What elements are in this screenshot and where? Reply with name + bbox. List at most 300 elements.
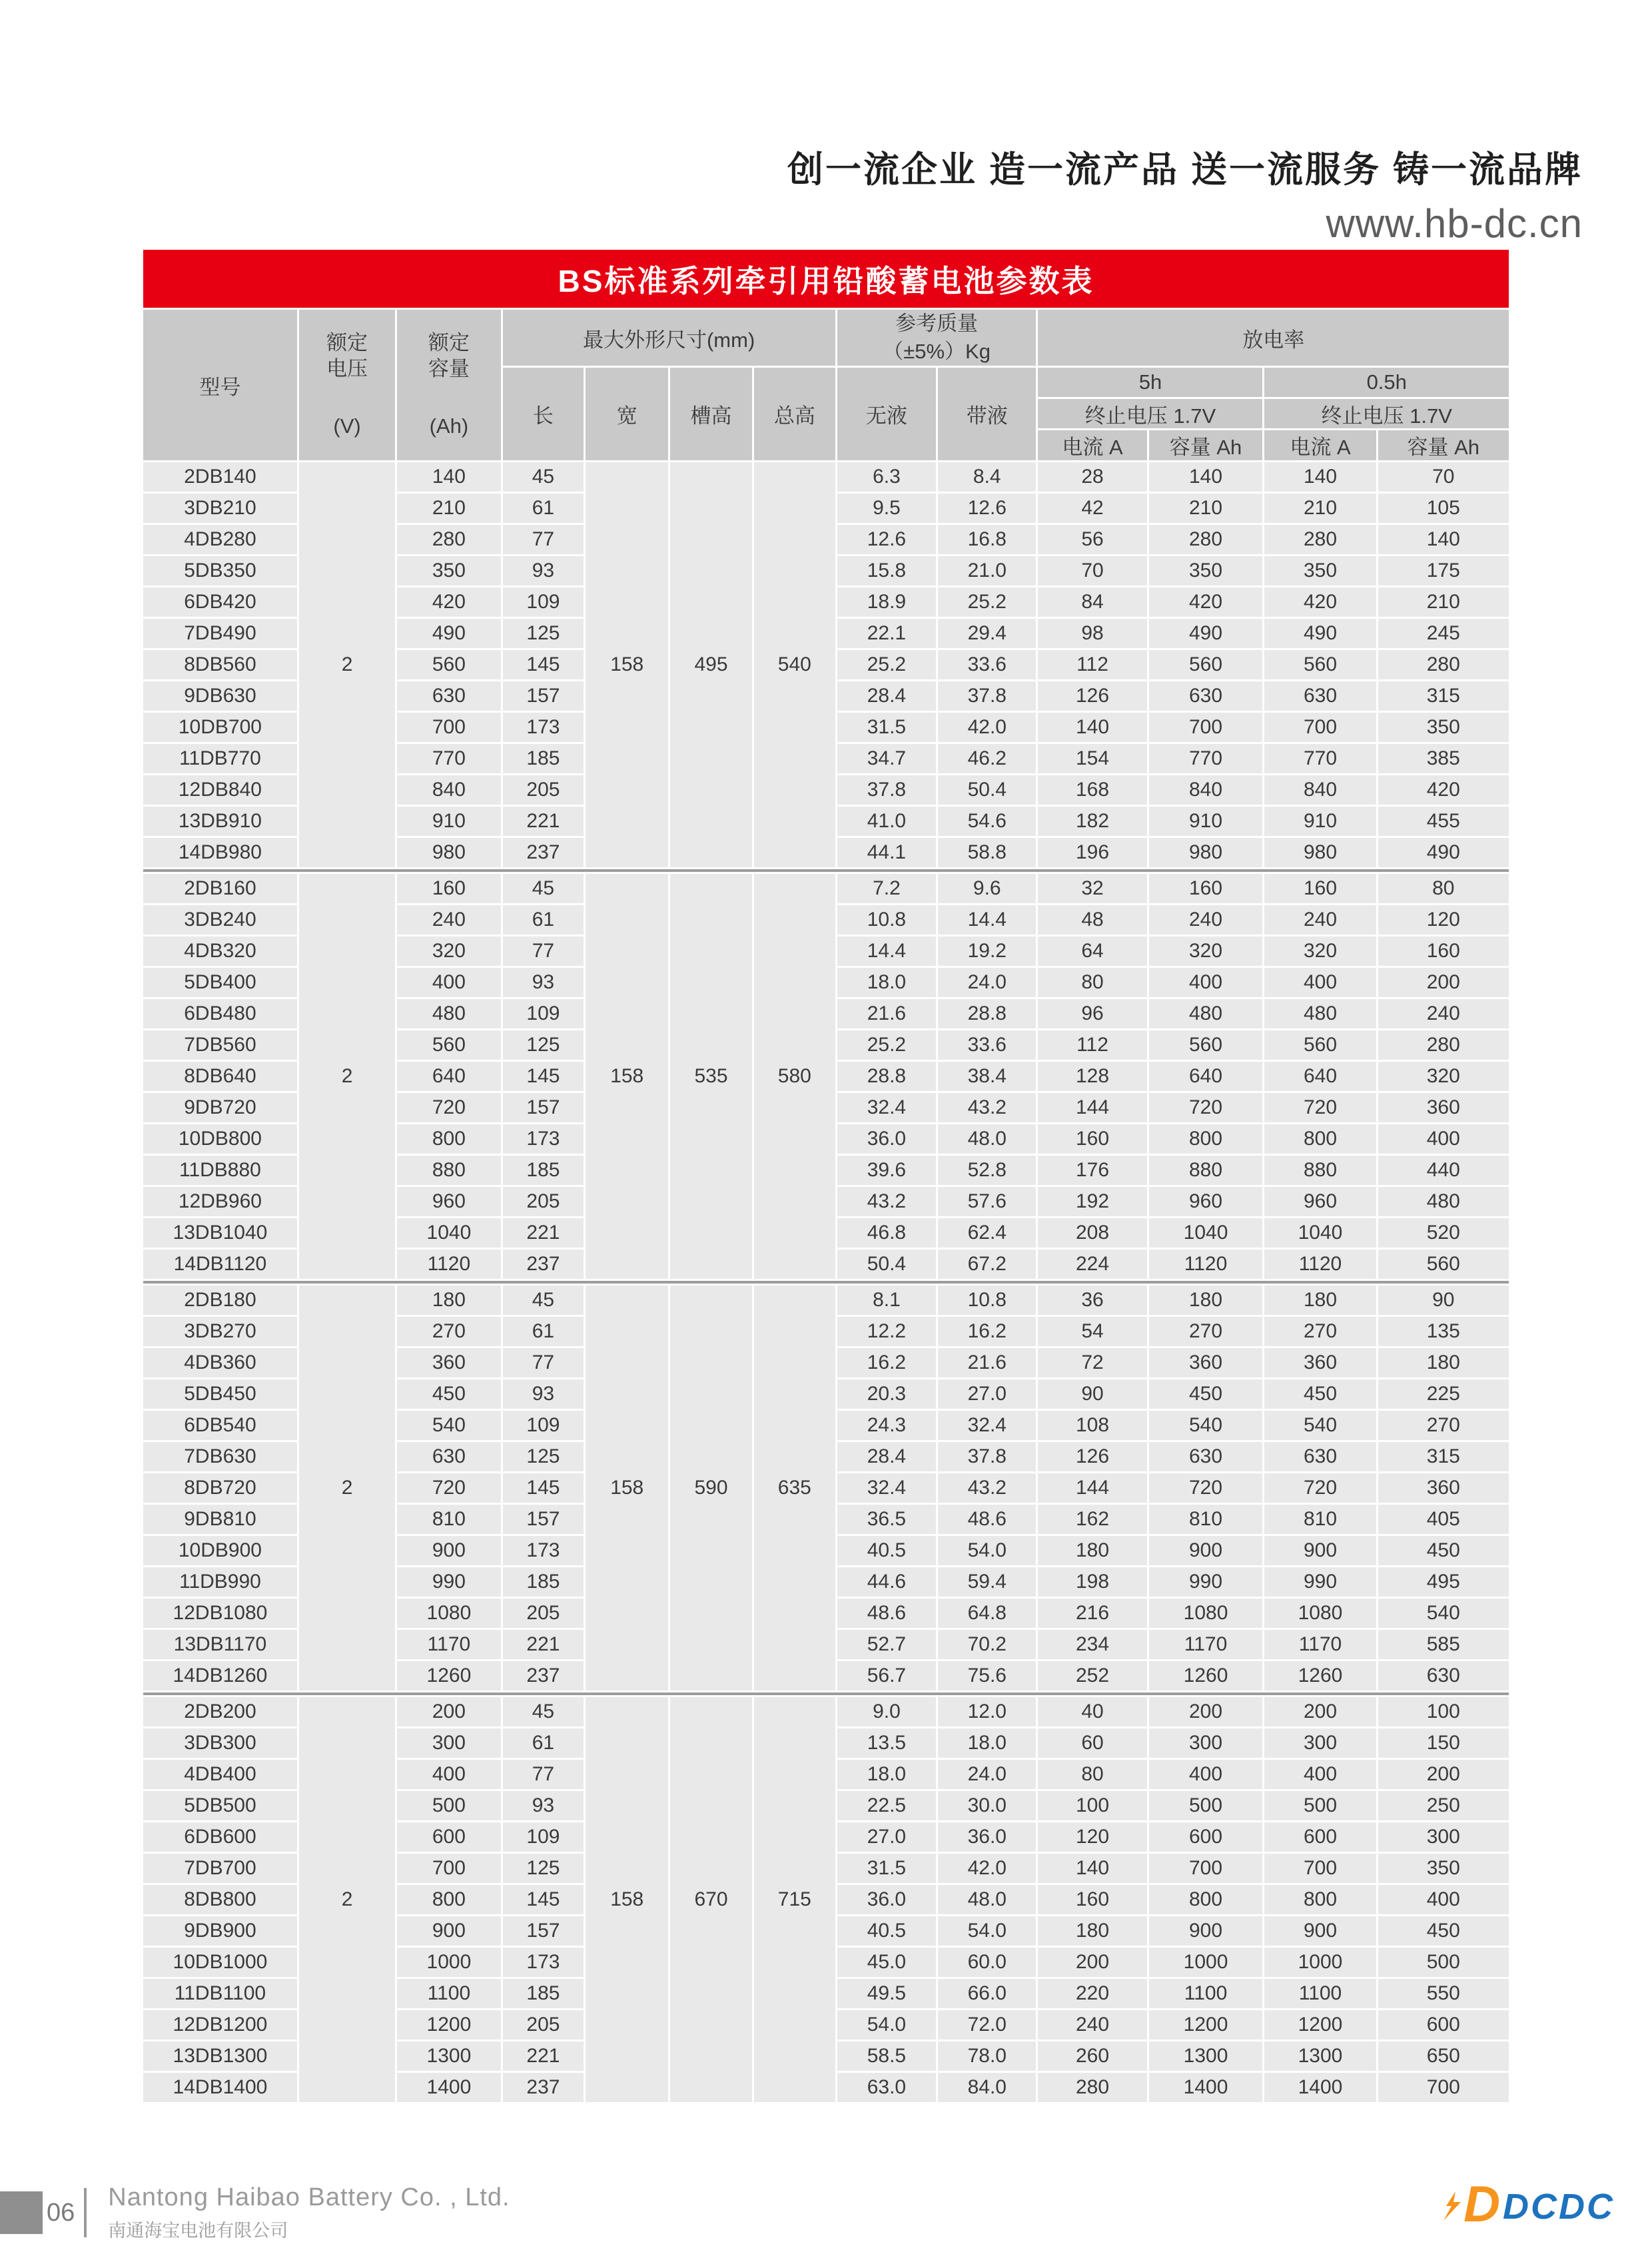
capacity-cell: 500 [397,1791,500,1820]
weight-dry-cell: 12.2 [837,1317,936,1346]
current-0-5h-cell: 270 [1264,1317,1376,1346]
length-cell: 125 [503,1854,584,1883]
length-cell: 125 [503,1030,584,1060]
current-5h-cell: 108 [1038,1411,1146,1440]
current-5h-cell: 126 [1038,681,1146,711]
capacity-0-5h-cell: 200 [1378,968,1509,997]
current-5h-cell: 154 [1038,744,1146,773]
rated-voltage-cell: 2 [299,1286,395,1690]
capacity-5h-cell: 840 [1149,775,1263,805]
capacity-0-5h-cell: 600 [1378,2010,1509,2040]
weight-dry-cell: 31.5 [837,1854,936,1883]
model-cell: 8DB800 [143,1885,297,1914]
total-height-cell: 580 [754,874,835,1279]
length-cell: 185 [503,1979,584,2008]
weight-dry-cell: 36.5 [837,1505,936,1534]
weight-dry-cell: 32.4 [837,1473,936,1503]
header-with-electrolyte: 带液 [938,368,1036,460]
battery-spec-table [143,250,1509,2102]
model-cell: 12DB1080 [143,1599,297,1628]
current-5h-cell: 234 [1038,1630,1146,1659]
length-cell: 185 [503,1567,584,1597]
model-cell: 2DB200 [143,1697,297,1726]
capacity-5h-cell: 800 [1149,1885,1263,1914]
capacity-5h-cell: 320 [1149,936,1263,966]
capacity-5h-cell: 770 [1149,744,1263,773]
model-cell: 11DB770 [143,744,297,773]
model-cell: 3DB300 [143,1728,297,1758]
current-5h-cell: 192 [1038,1187,1146,1216]
capacity-0-5h-cell: 360 [1378,1473,1509,1503]
current-5h-cell: 126 [1038,1442,1146,1471]
capacity-0-5h-cell: 180 [1378,1348,1509,1377]
current-5h-cell: 112 [1038,1030,1146,1060]
capacity-0-5h-cell: 120 [1378,905,1509,934]
capacity-cell: 770 [397,744,500,773]
capacity-0-5h-cell: 420 [1378,775,1509,805]
weight-dry-cell: 18.0 [837,1760,936,1789]
capacity-cell: 800 [397,1124,500,1154]
capacity-0-5h-cell: 270 [1378,1411,1509,1440]
current-0-5h-cell: 700 [1264,1854,1376,1883]
capacity-5h-cell: 630 [1149,1442,1263,1471]
model-cell: 3DB210 [143,494,297,523]
dcdc-logo [1442,2176,1615,2233]
weight-wet-cell: 72.0 [938,2010,1036,2040]
model-cell: 14DB1400 [143,2073,297,2102]
weight-wet-cell: 54.0 [938,1916,1036,1946]
model-cell: 10DB900 [143,1536,297,1565]
length-cell: 221 [503,2042,584,2071]
weight-wet-cell: 42.0 [938,1854,1036,1883]
slot-height-cell: 590 [670,1286,752,1690]
current-5h-cell: 100 [1038,1791,1146,1820]
model-cell: 10DB800 [143,1124,297,1154]
capacity-0-5h-cell: 440 [1378,1156,1509,1185]
weight-dry-cell: 12.6 [837,525,936,554]
capacity-cell: 630 [397,681,500,711]
model-cell: 10DB1000 [143,1948,297,1977]
length-cell: 45 [503,1697,584,1726]
length-cell: 173 [503,1948,584,1977]
model-cell: 14DB980 [143,838,297,867]
rated-voltage-cell: 2 [299,874,395,1279]
length-cell: 157 [503,681,584,711]
weight-dry-cell: 32.4 [837,1093,936,1122]
current-0-5h-cell: 720 [1264,1093,1376,1122]
current-0-5h-cell: 420 [1264,587,1376,617]
model-cell: 8DB560 [143,650,297,679]
header-rated-capacity [397,310,500,460]
current-0-5h-cell: 800 [1264,1124,1376,1154]
weight-wet-cell: 12.0 [938,1697,1036,1726]
current-5h-cell: 60 [1038,1728,1146,1758]
current-5h-cell: 280 [1038,2073,1146,2102]
weight-dry-cell: 22.1 [837,619,936,648]
model-cell: 12DB960 [143,1187,297,1216]
lightning-icon [1442,2191,1462,2221]
model-cell: 12DB1200 [143,2010,297,2040]
max-width-cell: 158 [586,462,668,867]
capacity-5h-cell: 450 [1149,1379,1263,1409]
weight-wet-cell: 54.6 [938,807,1036,836]
model-cell: 6DB600 [143,1822,297,1852]
capacity-5h-cell: 1100 [1149,1979,1263,2008]
company-slogan: 创一流企业 造一流产品 送一流服务 铸一流品牌 [787,150,1583,190]
current-0-5h-cell: 840 [1264,775,1376,805]
weight-wet-cell: 48.0 [938,1124,1036,1154]
model-cell: 6DB480 [143,999,297,1028]
capacity-cell: 630 [397,1442,500,1471]
weight-wet-cell: 21.0 [938,556,1036,585]
capacity-cell: 1100 [397,1979,500,2008]
capacity-cell: 560 [397,1030,500,1060]
current-0-5h-cell: 1300 [1264,2042,1376,2071]
capacity-cell: 270 [397,1317,500,1346]
capacity-0-5h-cell: 540 [1378,1599,1509,1628]
current-0-5h-cell: 880 [1264,1156,1376,1185]
weight-dry-cell: 31.5 [837,713,936,742]
length-cell: 145 [503,1062,584,1091]
current-0-5h-cell: 700 [1264,713,1376,742]
current-0-5h-cell: 1040 [1264,1218,1376,1248]
current-0-5h-cell: 560 [1264,650,1376,679]
capacity-5h-cell: 980 [1149,838,1263,867]
capacity-0-5h-cell: 700 [1378,2073,1509,2102]
capacity-cell: 300 [397,1728,500,1758]
capacity-0-5h-cell: 240 [1378,999,1509,1028]
model-cell: 7DB630 [143,1442,297,1471]
current-5h-cell: 84 [1038,587,1146,617]
battery-group-2 [143,874,1509,1279]
weight-dry-cell: 9.5 [837,494,936,523]
current-0-5h-cell: 200 [1264,1697,1376,1726]
weight-wet-cell: 52.8 [938,1156,1036,1185]
capacity-5h-cell: 400 [1149,1760,1263,1789]
weight-dry-cell: 63.0 [837,2073,936,2102]
model-cell: 12DB840 [143,775,297,805]
capacity-5h-cell: 810 [1149,1505,1263,1534]
max-width-cell: 158 [586,1286,668,1690]
length-cell: 237 [503,1250,584,1279]
capacity-5h-cell: 300 [1149,1728,1263,1758]
current-5h-cell: 182 [1038,807,1146,836]
model-cell: 4DB280 [143,525,297,554]
weight-wet-cell: 19.2 [938,936,1036,966]
current-0-5h-cell: 1400 [1264,2073,1376,2102]
capacity-5h-cell: 280 [1149,525,1263,554]
header-rated-capacity-title: 额定容量 [428,331,470,380]
capacity-cell: 840 [397,775,500,805]
capacity-cell: 360 [397,1348,500,1377]
capacity-5h-cell: 210 [1149,494,1263,523]
weight-wet-cell: 37.8 [938,1442,1036,1471]
current-0-5h-cell: 1170 [1264,1630,1376,1659]
capacity-cell: 700 [397,1854,500,1883]
capacity-5h-cell: 1080 [1149,1599,1263,1628]
capacity-5h-cell: 560 [1149,650,1263,679]
capacity-0-5h-cell: 160 [1378,936,1509,966]
weight-dry-cell: 49.5 [837,1979,936,2008]
model-cell: 14DB1120 [143,1250,297,1279]
current-0-5h-cell: 500 [1264,1791,1376,1820]
capacity-cell: 350 [397,556,500,585]
weight-dry-cell: 24.3 [837,1411,936,1440]
weight-wet-cell: 37.8 [938,681,1036,711]
weight-dry-cell: 22.5 [837,1791,936,1820]
model-cell: 6DB420 [143,587,297,617]
length-cell: 173 [503,713,584,742]
current-0-5h-cell: 140 [1264,462,1376,492]
length-cell: 77 [503,525,584,554]
weight-wet-cell: 8.4 [938,462,1036,492]
page-number-square [0,2191,43,2234]
capacity-cell: 400 [397,968,500,997]
weight-dry-cell: 40.5 [837,1916,936,1946]
capacity-0-5h-cell: 490 [1378,838,1509,867]
current-5h-cell: 70 [1038,556,1146,585]
capacity-cell: 490 [397,619,500,648]
length-cell: 45 [503,462,584,492]
current-5h-cell: 128 [1038,1062,1146,1091]
header-discharge-rate: 放电率 [1038,310,1509,366]
weight-wet-cell: 50.4 [938,775,1036,805]
capacity-5h-cell: 880 [1149,1156,1263,1185]
weight-wet-cell: 64.8 [938,1599,1036,1628]
capacity-5h-cell: 480 [1149,999,1263,1028]
header-rate-0-5h: 0.5h [1264,368,1509,397]
current-0-5h-cell: 210 [1264,494,1376,523]
capacity-5h-cell: 720 [1149,1473,1263,1503]
model-cell: 3DB240 [143,905,297,934]
capacity-cell: 1200 [397,2010,500,2040]
length-cell: 61 [503,494,584,523]
current-5h-cell: 220 [1038,1979,1146,2008]
current-5h-cell: 208 [1038,1218,1146,1248]
capacity-0-5h-cell: 350 [1378,713,1509,742]
model-cell: 9DB720 [143,1093,297,1122]
capacity-0-5h-cell: 360 [1378,1093,1509,1122]
length-cell: 45 [503,874,584,903]
capacity-0-5h-cell: 560 [1378,1250,1509,1279]
capacity-cell: 1000 [397,1948,500,1977]
current-5h-cell: 40 [1038,1697,1146,1726]
capacity-0-5h-cell: 320 [1378,1062,1509,1091]
current-5h-cell: 176 [1038,1156,1146,1185]
model-cell: 2DB140 [143,462,297,492]
weight-wet-cell: 60.0 [938,1948,1036,1977]
length-cell: 205 [503,1599,584,1628]
model-cell: 7DB700 [143,1854,297,1883]
length-cell: 221 [503,807,584,836]
model-cell: 5DB400 [143,968,297,997]
weight-wet-cell: 36.0 [938,1822,1036,1852]
length-cell: 205 [503,2010,584,2040]
length-cell: 157 [503,1916,584,1946]
model-cell: 9DB900 [143,1916,297,1946]
capacity-0-5h-cell: 280 [1378,1030,1509,1060]
current-5h-cell: 180 [1038,1916,1146,1946]
capacity-cell: 880 [397,1156,500,1185]
weight-wet-cell: 43.2 [938,1473,1036,1503]
capacity-cell: 1040 [397,1218,500,1248]
capacity-cell: 280 [397,525,500,554]
weight-dry-cell: 25.2 [837,650,936,679]
capacity-5h-cell: 160 [1149,874,1263,903]
current-0-5h-cell: 1260 [1264,1661,1376,1690]
current-5h-cell: 28 [1038,462,1146,492]
weight-wet-cell: 33.6 [938,650,1036,679]
length-cell: 145 [503,650,584,679]
weight-wet-cell: 58.8 [938,838,1036,867]
capacity-cell: 400 [397,1760,500,1789]
current-0-5h-cell: 400 [1264,968,1376,997]
logo-dragon-d: D [1463,2176,1500,2233]
model-cell: 6DB540 [143,1411,297,1440]
total-height-cell: 715 [754,1697,835,2102]
capacity-5h-cell: 600 [1149,1822,1263,1852]
max-width-cell: 158 [586,874,668,1279]
capacity-0-5h-cell: 135 [1378,1317,1509,1346]
capacity-cell: 480 [397,999,500,1028]
company-name-en: Nantong Haibao Battery Co. , Ltd. [108,2183,510,2211]
header-capacity-0-5h: 容量 Ah [1378,430,1509,460]
current-0-5h-cell: 1100 [1264,1979,1376,2008]
header-rated-voltage-title: 额定电压 [326,331,368,380]
weight-dry-cell: 6.3 [837,462,936,492]
capacity-0-5h-cell: 450 [1378,1916,1509,1946]
header-max-dimensions: 最大外形尺寸(mm) [503,310,835,366]
header-rate-5h: 5h [1038,368,1262,397]
capacity-0-5h-cell: 400 [1378,1885,1509,1914]
length-cell: 237 [503,2073,584,2102]
capacity-cell: 800 [397,1885,500,1914]
weight-dry-cell: 27.0 [837,1822,936,1852]
capacity-0-5h-cell: 200 [1378,1760,1509,1789]
battery-group-3 [143,1286,1509,1690]
weight-dry-cell: 28.8 [837,1062,936,1091]
model-cell: 2DB180 [143,1286,297,1315]
capacity-5h-cell: 500 [1149,1791,1263,1820]
current-5h-cell: 260 [1038,2042,1146,2071]
capacity-5h-cell: 1400 [1149,2073,1263,2102]
current-5h-cell: 36 [1038,1286,1146,1315]
model-cell: 5DB500 [143,1791,297,1820]
model-cell: 13DB1170 [143,1630,297,1659]
model-cell: 11DB1100 [143,1979,297,2008]
model-cell: 5DB350 [143,556,297,585]
capacity-0-5h-cell: 225 [1378,1379,1509,1409]
capacity-0-5h-cell: 150 [1378,1728,1509,1758]
length-cell: 157 [503,1505,584,1534]
header-current-5h: 电流 A [1038,430,1146,460]
current-0-5h-cell: 1120 [1264,1250,1376,1279]
current-5h-cell: 90 [1038,1379,1146,1409]
rated-voltage-cell: 2 [299,1697,395,2102]
table-header [143,310,1509,460]
length-cell: 109 [503,1822,584,1852]
capacity-cell: 160 [397,874,500,903]
weight-wet-cell: 10.8 [938,1286,1036,1315]
current-5h-cell: 144 [1038,1473,1146,1503]
capacity-5h-cell: 1300 [1149,2042,1263,2071]
rated-voltage-cell: 2 [299,462,395,867]
length-cell: 93 [503,1791,584,1820]
current-5h-cell: 160 [1038,1124,1146,1154]
length-cell: 145 [503,1473,584,1503]
current-5h-cell: 168 [1038,775,1146,805]
header-reference-weight-line2: （±5%）Kg [883,340,991,363]
capacity-0-5h-cell: 90 [1378,1286,1509,1315]
capacity-5h-cell: 640 [1149,1062,1263,1091]
weight-dry-cell: 21.6 [837,999,936,1028]
weight-wet-cell: 70.2 [938,1630,1036,1659]
capacity-0-5h-cell: 300 [1378,1822,1509,1852]
capacity-cell: 1120 [397,1250,500,1279]
capacity-0-5h-cell: 210 [1378,587,1509,617]
capacity-5h-cell: 700 [1149,1854,1263,1883]
current-5h-cell: 80 [1038,968,1146,997]
capacity-cell: 720 [397,1473,500,1503]
current-0-5h-cell: 490 [1264,619,1376,648]
header-rated-voltage-unit: (V) [333,414,361,438]
capacity-5h-cell: 1170 [1149,1630,1263,1659]
capacity-0-5h-cell: 585 [1378,1630,1509,1659]
length-cell: 157 [503,1093,584,1122]
current-0-5h-cell: 240 [1264,905,1376,934]
header-cutoff-voltage-5h: 终止电压 1.7V [1038,399,1262,428]
weight-wet-cell: 46.2 [938,744,1036,773]
capacity-cell: 640 [397,1062,500,1091]
model-cell: 14DB1260 [143,1661,297,1690]
group-separator [143,869,1509,872]
weight-wet-cell: 48.0 [938,1885,1036,1914]
header-rated-capacity-unit: (Ah) [429,414,469,438]
capacity-cell: 1300 [397,2042,500,2071]
capacity-5h-cell: 1040 [1149,1218,1263,1248]
current-0-5h-cell: 360 [1264,1348,1376,1377]
capacity-5h-cell: 200 [1149,1697,1263,1726]
length-cell: 237 [503,838,584,867]
weight-dry-cell: 13.5 [837,1728,936,1758]
current-0-5h-cell: 640 [1264,1062,1376,1091]
current-0-5h-cell: 1080 [1264,1599,1376,1628]
weight-dry-cell: 10.8 [837,905,936,934]
capacity-cell: 140 [397,462,500,492]
length-cell: 125 [503,619,584,648]
weight-dry-cell: 36.0 [837,1124,936,1154]
current-0-5h-cell: 980 [1264,838,1376,867]
current-5h-cell: 240 [1038,2010,1146,2040]
capacity-0-5h-cell: 175 [1378,556,1509,585]
weight-wet-cell: 75.6 [938,1661,1036,1690]
weight-wet-cell: 12.6 [938,494,1036,523]
length-cell: 61 [503,1728,584,1758]
battery-group-1 [143,462,1509,867]
header-length: 长 [503,368,584,460]
length-cell: 77 [503,936,584,966]
weight-wet-cell: 62.4 [938,1218,1036,1248]
current-5h-cell: 64 [1038,936,1146,966]
length-cell: 109 [503,999,584,1028]
length-cell: 185 [503,744,584,773]
capacity-5h-cell: 700 [1149,713,1263,742]
weight-dry-cell: 44.6 [837,1567,936,1597]
weight-dry-cell: 46.8 [837,1218,936,1248]
header-without-electrolyte: 无液 [837,368,936,460]
weight-wet-cell: 59.4 [938,1567,1036,1597]
current-0-5h-cell: 560 [1264,1030,1376,1060]
